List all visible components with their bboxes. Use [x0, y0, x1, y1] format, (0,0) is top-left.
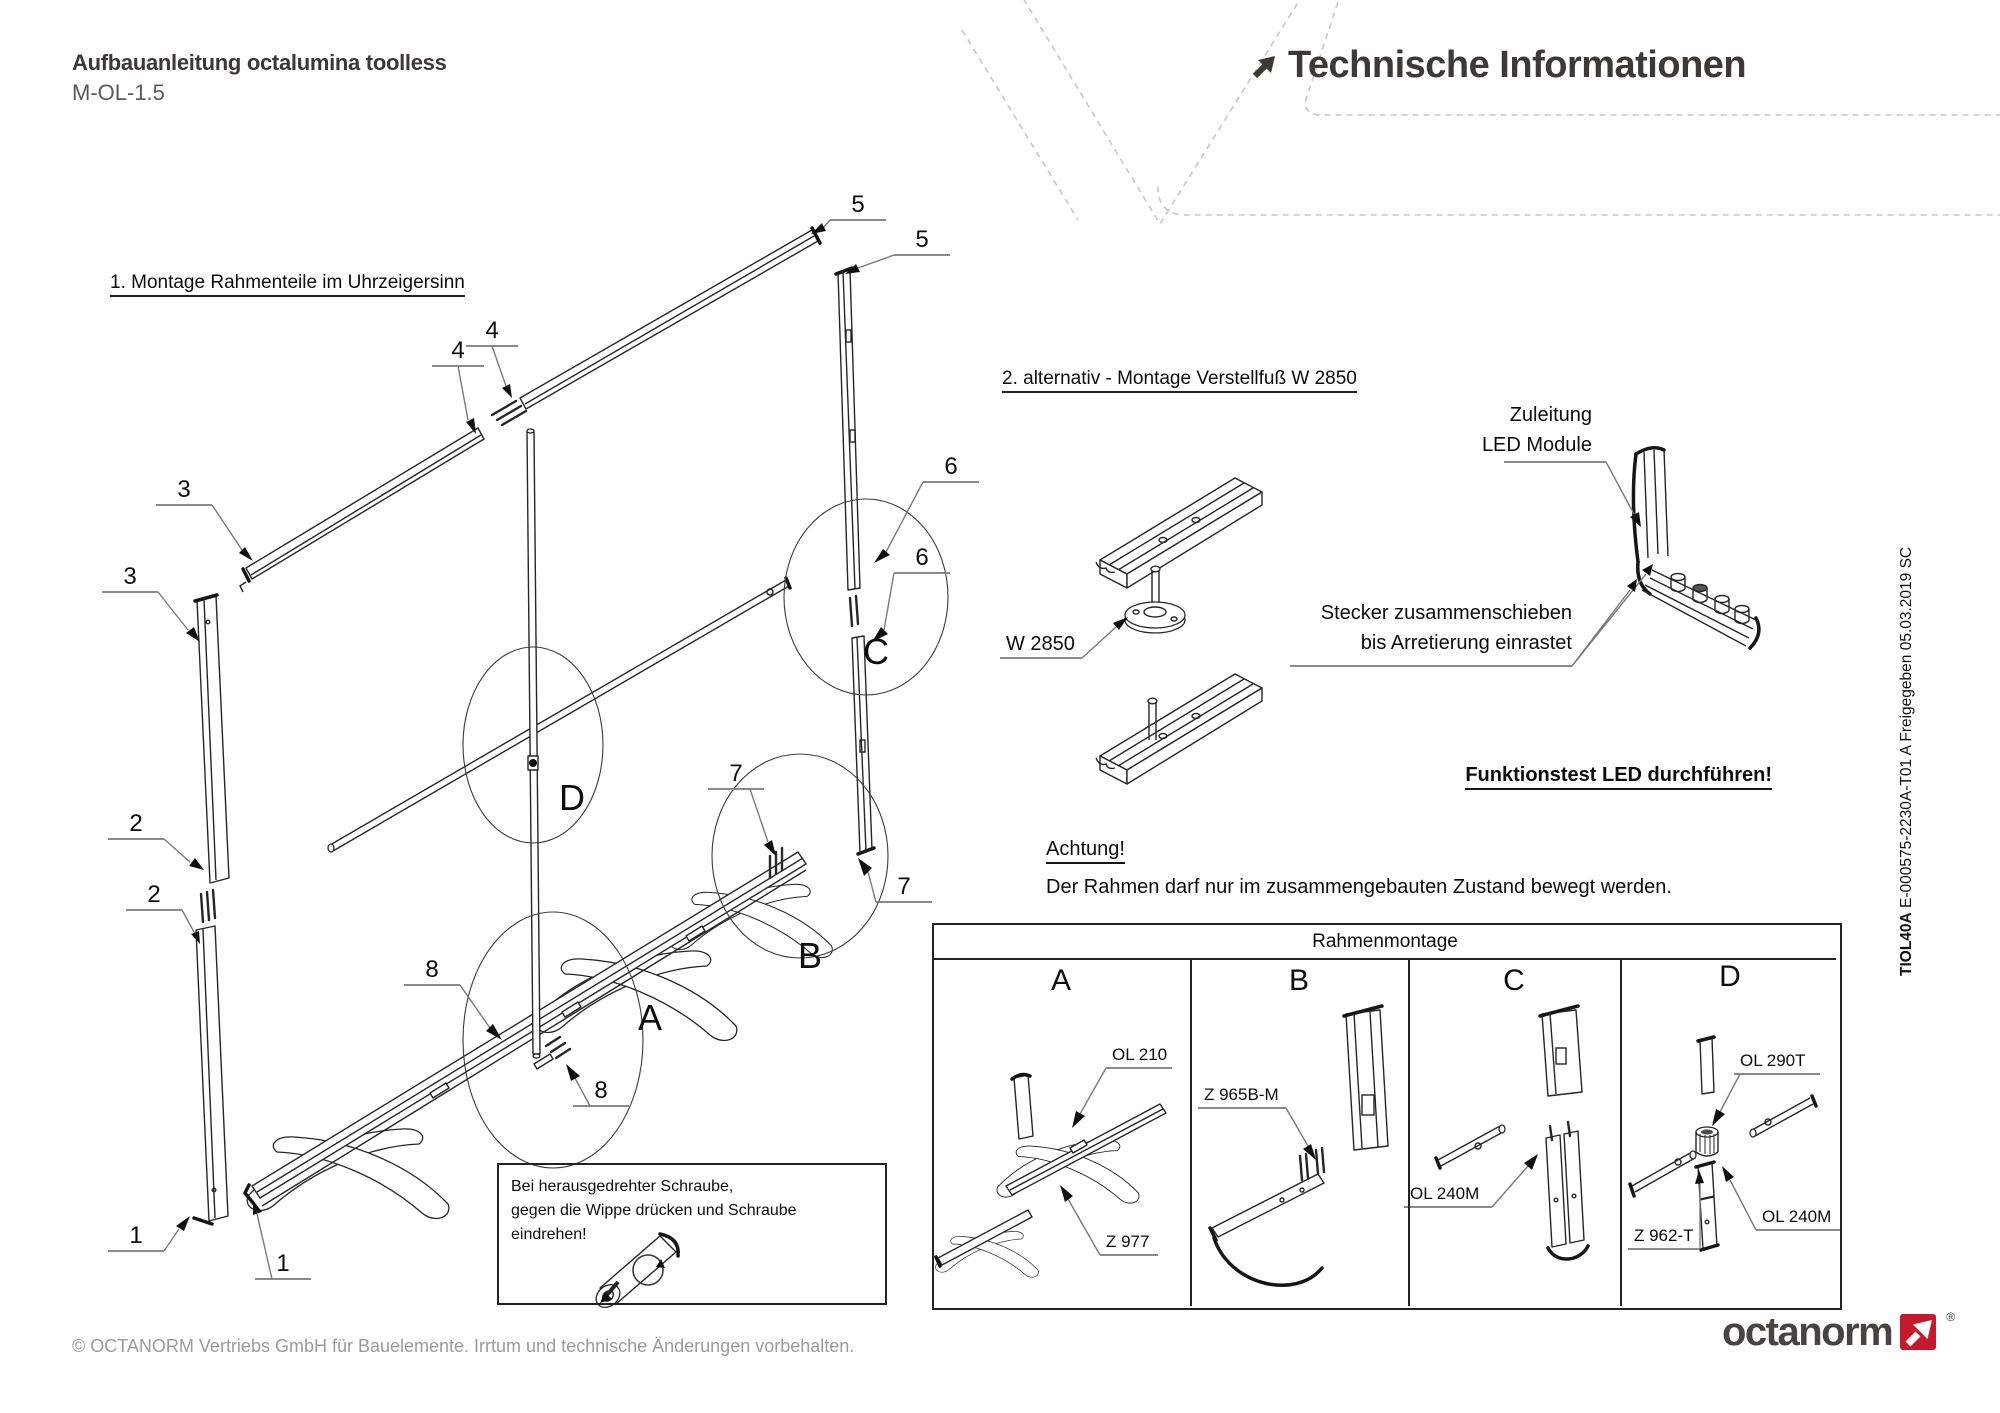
parts-table-title: Rahmenmontage [934, 925, 1836, 960]
foot-assembly-illustration [1000, 478, 1262, 784]
part-label: Z 965B-M [1204, 1085, 1279, 1104]
callout-5b [845, 226, 950, 274]
warning-title [1046, 838, 1125, 861]
section1-title [110, 272, 465, 294]
part-label: OL 240M [1410, 1184, 1480, 1203]
callout-label: 4 [451, 337, 465, 364]
warning-text: Der Rahmen darf nur im zusammengebauten Zustand bewegt werden. [1046, 876, 1672, 898]
callout-7a [708, 760, 776, 856]
callout-label: 6 [915, 544, 929, 571]
callout-label: 8 [594, 1077, 608, 1104]
callout-label: 1 [129, 1222, 143, 1249]
center-pole [527, 429, 540, 1058]
part-label: Z 977 [1106, 1232, 1150, 1251]
callout-label: 3 [123, 563, 137, 590]
table-divider [1408, 960, 1410, 1306]
led-test-text: Funktionstest LED durchführen! [1465, 764, 1772, 790]
table-col-B: B [1288, 964, 1309, 997]
page-title-text: Technische Informationen [1288, 44, 1747, 86]
led-lead-line2: LED Module [1481, 434, 1592, 456]
section2-title [1002, 368, 1357, 390]
part-label: Z 962-T [1634, 1226, 1694, 1245]
doc-revision-code [1898, 547, 1916, 976]
arrow-up-right-icon [1248, 51, 1278, 81]
callout-6b [872, 544, 950, 642]
callout-8b [566, 1064, 629, 1106]
callout-label: 1 [276, 1250, 290, 1277]
table-col-A: A [1050, 964, 1071, 997]
doc-revision-code-id: TIOL40A [1898, 912, 1915, 976]
callout-3b [102, 563, 200, 642]
callout-2a [108, 810, 204, 870]
callout-label: 2 [129, 810, 143, 837]
brand-logo-text: octanorm [1722, 1310, 1893, 1354]
section2-title-text: 2. alternativ - Montage Verstellfuß W 2850 [1002, 368, 1357, 393]
led-test-note [1400, 764, 1772, 787]
callout-1a [108, 1216, 190, 1251]
left-profiles [194, 595, 229, 1224]
plug-note-line1: Stecker zusammenschieben [1320, 602, 1572, 624]
doc-revision-code-rest: E-000575-2230A-T01 A Freigegeben 05.03.2019 SC [1898, 546, 1915, 913]
callout-7b [858, 858, 932, 902]
section1-title-text: 1. Montage Rahmenteile im Uhrzeigersinn [110, 272, 465, 297]
letter-B: B [797, 935, 823, 976]
callout-label: 3 [177, 476, 191, 503]
callout-label: 7 [729, 760, 743, 787]
brand-logo-mark-icon [1900, 1312, 1938, 1350]
callout-5a [811, 191, 886, 234]
w2850-callout [1000, 617, 1128, 658]
led-lead-line1: Zuleitung [1509, 404, 1592, 426]
led-lead-note [1400, 400, 1592, 460]
callout-4b [432, 337, 484, 434]
callout-label: 4 [485, 317, 499, 344]
callout-label: 6 [944, 453, 958, 480]
callout-label: 8 [425, 956, 439, 983]
warning-title-text: Achtung! [1046, 838, 1125, 864]
plug-note [1290, 598, 1572, 658]
decor-dashed-shapes [962, 0, 2000, 224]
plug-note-line2: bis Arretierung einrastet [1360, 632, 1572, 654]
letter-C: C [863, 631, 889, 672]
hint-line1: Bei herausgedrehter Schraube, [511, 1178, 734, 1195]
w2850-label: W 2850 [1006, 633, 1075, 655]
part-label: OL 290T [1740, 1051, 1806, 1070]
callout-label: 7 [897, 873, 911, 900]
callout-label: 5 [915, 226, 929, 253]
brand-logo [1722, 1312, 1955, 1352]
callout-1b [253, 1200, 311, 1279]
zuleitung-leader [1504, 462, 1641, 527]
callout-8a [404, 956, 502, 1040]
callout-2b [126, 881, 200, 944]
callout-label: 2 [147, 881, 161, 908]
callout-label: 5 [851, 191, 865, 218]
letter-D: D [559, 777, 585, 818]
part-label: OL 210 [1112, 1045, 1168, 1064]
page-title [1248, 44, 1746, 87]
hint-line2: gegen die Wippe drücken und Schraube eindrehen! [511, 1202, 797, 1243]
exploded-frame-diagram [102, 191, 979, 1279]
part-label: OL 240M [1762, 1207, 1832, 1226]
letter-A: A [637, 997, 663, 1038]
table-divider [1620, 960, 1622, 1306]
document-title: Aufbauanleitung octalumina toolless [72, 50, 447, 75]
table-divider [1190, 960, 1192, 1306]
table-col-D: D [1719, 960, 1741, 993]
callout-4a [466, 317, 518, 398]
callout-3a [156, 476, 253, 561]
table-col-C: C [1503, 964, 1525, 997]
document-code: M-OL-1.5 [72, 80, 165, 105]
screw-hint-box [497, 1163, 887, 1305]
copyright: © OCTANORM Vertriebs GmbH für Bauelemente. Irrtum und technische Änderungen vorbehalten. [72, 1336, 855, 1356]
brand-logo-reg: ® [1946, 1310, 1956, 1324]
